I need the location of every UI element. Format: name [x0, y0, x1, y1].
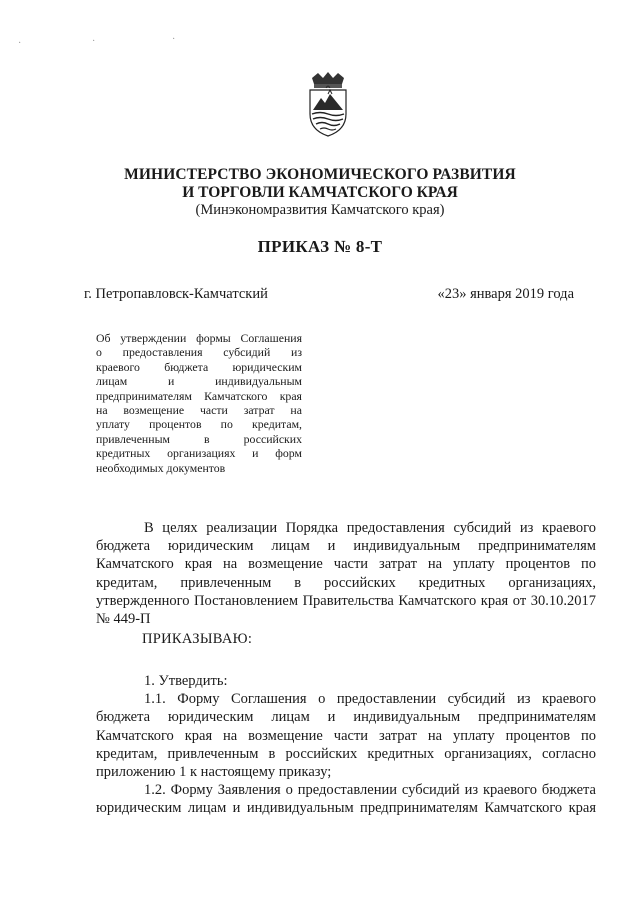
subject-line: Об утверждении формы Соглашения	[96, 331, 302, 345]
kamchatka-coat-of-arms-icon	[308, 70, 348, 140]
item-line: 1. Утвердить:	[144, 673, 228, 689]
subject-line: кредитных организациях и форм	[96, 446, 302, 461]
scan-artifact: ·	[172, 34, 176, 45]
subject-line: уплату процентов по кредитам,	[96, 417, 302, 432]
ministry-short-name: (Минэкономразвития Камчатского края)	[195, 202, 445, 218]
preamble-paragraph	[96, 519, 596, 628]
order-city: г. Петропавловск-Камчатский	[84, 286, 268, 302]
subject-line: лицам и индивидуальным	[96, 374, 302, 389]
order-date: «23» января 2019 года	[437, 286, 574, 302]
subject-line: на возмещение части затрат на	[96, 403, 302, 418]
order-directive: ПРИКАЗЫВАЮ:	[142, 631, 253, 647]
item-line: Камчатского края на возмещение части затрат на уплату процентов по	[96, 727, 596, 744]
preamble-line: утвержденного Постановлением Правительства Камчатского края от 30.10.2017	[96, 592, 596, 609]
order-title: ПРИКАЗ № 8-Т	[257, 237, 383, 256]
subject-line: привлеченным в российских	[96, 431, 302, 446]
item-line: юридическим лицам и индивидуальным предпринимателям Камчатского края	[96, 800, 596, 817]
scan-artifact: ·	[92, 36, 96, 47]
preamble-line: В целях реализации Порядка предоставления субсидий из краевого	[144, 520, 596, 536]
item-line: приложению 1 к настоящему приказу;	[96, 764, 332, 781]
ministry-name-line1: МИНИСТЕРСТВО ЭКОНОМИЧЕСКОГО РАЗВИТИЯ	[124, 166, 516, 183]
order-subject	[96, 331, 302, 475]
preamble-line: Камчатского края на возмещение части затрат на уплату процентов по	[96, 556, 596, 573]
preamble-line: кредитам, привлеченным в российских кредитных организациях,	[96, 574, 596, 591]
item-line: 1.2. Форму Заявления о предоставлении субсидий из краевого бюджета	[144, 782, 596, 799]
item-line: 1.1. Форму Соглашения о предоставлении субсидий из краевого	[144, 691, 596, 708]
ministry-name-line2: И ТОРГОВЛИ КАМЧАТСКОГО КРАЯ	[182, 184, 458, 201]
subject-line: о предоставления субсидий из	[96, 345, 302, 360]
subject-line: краевого бюджета юридическим	[96, 359, 302, 374]
subject-line: необходимых документов	[96, 460, 226, 475]
scan-artifact: ·	[18, 38, 22, 49]
item-line: кредитам, привлеченным в российских кредитных организациях, согласно	[96, 745, 596, 762]
preamble-line: № 449-П	[96, 611, 151, 628]
order-items	[96, 672, 596, 818]
preamble-line: бюджета юридическим лицам и индивидуальным предпринимателям	[96, 538, 596, 555]
item-line: бюджета юридическим лицам и индивидуальным предпринимателям	[96, 709, 596, 726]
subject-line: предпринимателям Камчатского края	[96, 388, 302, 403]
